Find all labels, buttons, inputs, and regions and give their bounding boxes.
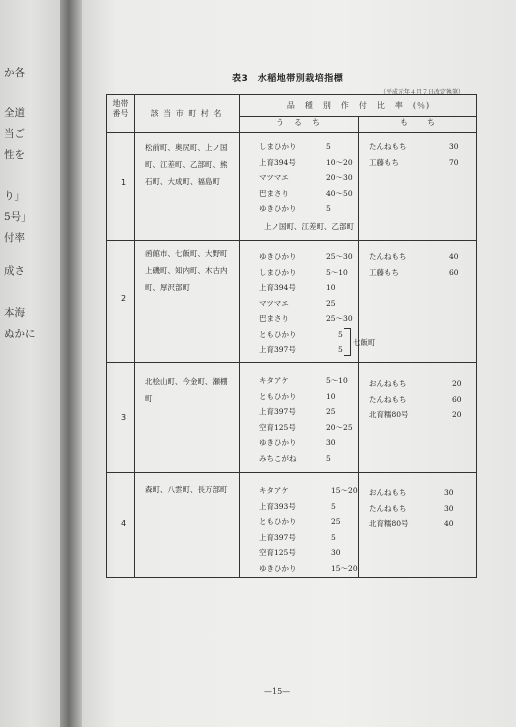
mochi-list: [369, 249, 469, 280]
variety-row: [259, 280, 354, 296]
variety-name: ゆきひかり: [259, 252, 297, 261]
town-line: 上磯町、知内町、木古内: [145, 266, 228, 275]
uruchi-area-note: 上ノ国町、江差町、乙部町: [264, 222, 354, 231]
zone-number: 1: [120, 178, 127, 187]
variety-row: [259, 249, 354, 265]
variety-name: ともひかり: [259, 329, 297, 339]
variety-name: たんねもち: [369, 394, 407, 404]
table-title: 表3 水稲地帯別栽培指標: [232, 74, 344, 84]
variety-ratio: 20～30: [326, 173, 353, 182]
variety-name: 上育397号: [259, 345, 296, 354]
variety-ratio: 5: [331, 532, 336, 542]
town-line: 石町、大成町、福島町: [145, 177, 220, 186]
variety-ratio: 30: [449, 142, 459, 151]
variety-ratio: 40: [449, 252, 459, 261]
variety-name: ゆきひかり: [259, 438, 297, 447]
variety-name: マツマエ: [259, 173, 289, 182]
variety-ratio: 25: [331, 517, 341, 526]
variety-ratio: 60: [449, 267, 459, 277]
variety-ratio: 5: [326, 204, 331, 213]
variety-name: キタアケ: [259, 486, 289, 495]
variety-row: [259, 373, 354, 389]
variety-name: 上育394号: [259, 157, 296, 167]
uruchi-header: う る ち: [276, 118, 321, 127]
prev-line: 当ご: [4, 128, 25, 140]
variety-ratio: 5: [326, 453, 331, 463]
variety-ratio: 25: [326, 298, 336, 308]
variety-row: [259, 404, 354, 420]
variety-row: [369, 392, 469, 408]
variety-row: [369, 485, 469, 501]
variety-ratio: 5～10: [326, 376, 348, 385]
variety-name: 巴まさり: [259, 314, 289, 323]
variety-row: [259, 311, 354, 327]
row-divider: [107, 472, 476, 473]
variety-name: おんねもち: [369, 488, 407, 497]
variety-ratio: 30: [444, 488, 454, 497]
towns-header: 該 当 市 町 村 名: [150, 109, 223, 118]
variety-row: [259, 530, 354, 546]
variety-name: 上育394号: [259, 283, 296, 292]
variety-row: [259, 389, 354, 405]
variety-row: [369, 407, 469, 423]
variety-ratio: 30: [331, 548, 341, 557]
uruchi-list: [259, 249, 354, 358]
variety-name: ゆきひかり: [259, 563, 297, 573]
mochi-list: [369, 376, 469, 423]
town-list: [145, 139, 245, 190]
variety-ratio: 20～25: [326, 422, 353, 432]
variety-ratio: 5: [326, 142, 331, 151]
town-line: 北桧山町、今金町、瀬棚: [145, 377, 228, 386]
prev-line: 5号」: [4, 211, 32, 223]
variety-ratio: 60: [452, 394, 462, 404]
column-divider: [134, 95, 135, 577]
prev-line: 本海: [4, 307, 25, 319]
variety-ratio: 70: [449, 157, 459, 167]
variety-ratio: 25～30: [326, 252, 353, 261]
town-list: [145, 245, 245, 296]
variety-name: 上育397号: [259, 532, 296, 542]
variety-ratio: 30: [326, 438, 336, 447]
variety-row: [259, 420, 354, 436]
variety-row: [369, 249, 469, 265]
town-line: 松前町、奥尻町、上ノ国: [145, 143, 228, 152]
variety-row: [369, 376, 469, 392]
variety-name: たんねもち: [369, 503, 407, 513]
shared-bracket: [344, 328, 376, 356]
variety-row: [369, 139, 469, 155]
variety-row: [259, 561, 358, 577]
variety-ratio: 5: [338, 329, 343, 339]
variety-name: 北育糯80号: [369, 519, 409, 528]
variety-row: [259, 201, 354, 217]
prev-line: ぬかに: [4, 328, 36, 340]
book-spine-shadow: [60, 0, 82, 727]
variety-name: 巴まさり: [259, 188, 289, 198]
variety-ratio: 10: [326, 283, 336, 292]
variety-name: キタアケ: [259, 376, 289, 385]
variety-row: [259, 296, 354, 312]
prev-line: 付率: [4, 232, 25, 244]
zone-number: 2: [120, 294, 127, 303]
variety-name: おんねもち: [369, 379, 407, 388]
variety-name: ともひかり: [259, 391, 297, 401]
row-divider: [107, 240, 476, 241]
variety-name: 空育125号: [259, 422, 296, 432]
variety-name: たんねもち: [369, 252, 407, 261]
prev-line: か各: [4, 67, 25, 79]
variety-ratio: 40: [444, 519, 454, 528]
variety-row: [259, 327, 354, 343]
revision-note: （平成元年４月７日改定執筆）: [380, 89, 465, 96]
variety-ratio: 5: [338, 345, 343, 354]
variety-row: [369, 501, 469, 517]
town-list: [145, 373, 245, 407]
town-line: 町、江差町、乙部町、熊: [145, 160, 228, 169]
uruchi-list: [259, 139, 354, 217]
variety-row: [259, 545, 354, 561]
mochi-list: [369, 485, 469, 532]
variety-name: 北育糯80号: [369, 410, 409, 419]
zone-header-line: 番号: [112, 109, 129, 118]
variety-ratio: 30: [444, 503, 454, 513]
town-list: [145, 481, 245, 498]
variety-row: [259, 265, 354, 281]
variety-row: [259, 139, 354, 155]
variety-ratio: 5～10: [326, 267, 348, 277]
zone-number: 3: [120, 413, 127, 422]
header-bottom-line: [107, 132, 476, 133]
variety-ratio: 25～30: [326, 314, 353, 323]
variety-ratio: 20: [452, 410, 462, 419]
variety-name: ともひかり: [259, 517, 297, 526]
variety-row: [369, 155, 469, 171]
page-number: —15—: [264, 687, 291, 696]
town-line: 函館市、七飯町、大野町: [145, 249, 228, 258]
variety-row: [259, 435, 354, 451]
variety-ratio: 10～20: [326, 157, 353, 167]
variety-name: しまひかり: [259, 267, 297, 277]
prev-line: 全道: [4, 107, 25, 119]
uruchi-list: [259, 483, 358, 576]
variety-name: 上育393号: [259, 501, 296, 511]
variety-name: 空育125号: [259, 548, 296, 557]
variety-name: みちこがね: [259, 453, 297, 463]
bracket-note: 七飯町: [353, 338, 376, 347]
prev-line: り」: [4, 190, 25, 202]
variety-name: たんねもち: [369, 142, 407, 151]
variety-name: マツマエ: [259, 298, 289, 308]
uruchi-list: [259, 373, 354, 466]
variety-name: しまひかり: [259, 142, 297, 151]
variety-name: ゆきひかり: [259, 204, 297, 213]
variety-ratio: 40～50: [326, 188, 353, 198]
variety-row: [259, 514, 354, 530]
variety-ratio: 20: [452, 379, 462, 388]
zone-header-line: 地帯: [112, 99, 129, 108]
variety-ratio: 10: [326, 391, 336, 401]
variety-ratio: 15～20: [331, 563, 358, 573]
variety-name: 工藤もち: [369, 157, 399, 167]
zone-number: 4: [120, 519, 127, 528]
zone-header: [107, 99, 134, 119]
cultivation-table: [106, 94, 477, 578]
variety-row: [259, 170, 354, 186]
mochi-header: も ち: [400, 118, 436, 127]
prev-line: 性を: [4, 149, 25, 161]
variety-row: [369, 265, 469, 281]
row-divider: [107, 362, 476, 363]
town-line: 町: [145, 394, 153, 403]
variety-ratio: 25: [326, 407, 336, 416]
prev-line: 成さ: [4, 265, 25, 277]
variety-row: [369, 516, 469, 532]
variety-row: [259, 155, 354, 171]
variety-row: [259, 451, 354, 467]
variety-row: [259, 342, 354, 358]
ratio-header: 品 種 別 作 付 比 率 (％): [286, 101, 431, 110]
variety-name: 上育397号: [259, 407, 296, 416]
variety-name: 工藤もち: [369, 267, 399, 277]
town-line: 森町、八雲町、長万部町: [145, 485, 228, 494]
variety-row: [259, 499, 354, 515]
variety-ratio: 5: [331, 501, 336, 511]
variety-ratio: 15～20: [331, 486, 358, 495]
town-line: 町、厚沢部町: [145, 283, 190, 292]
variety-row: [259, 186, 354, 202]
mochi-list: [369, 139, 469, 170]
variety-row: [259, 483, 358, 499]
